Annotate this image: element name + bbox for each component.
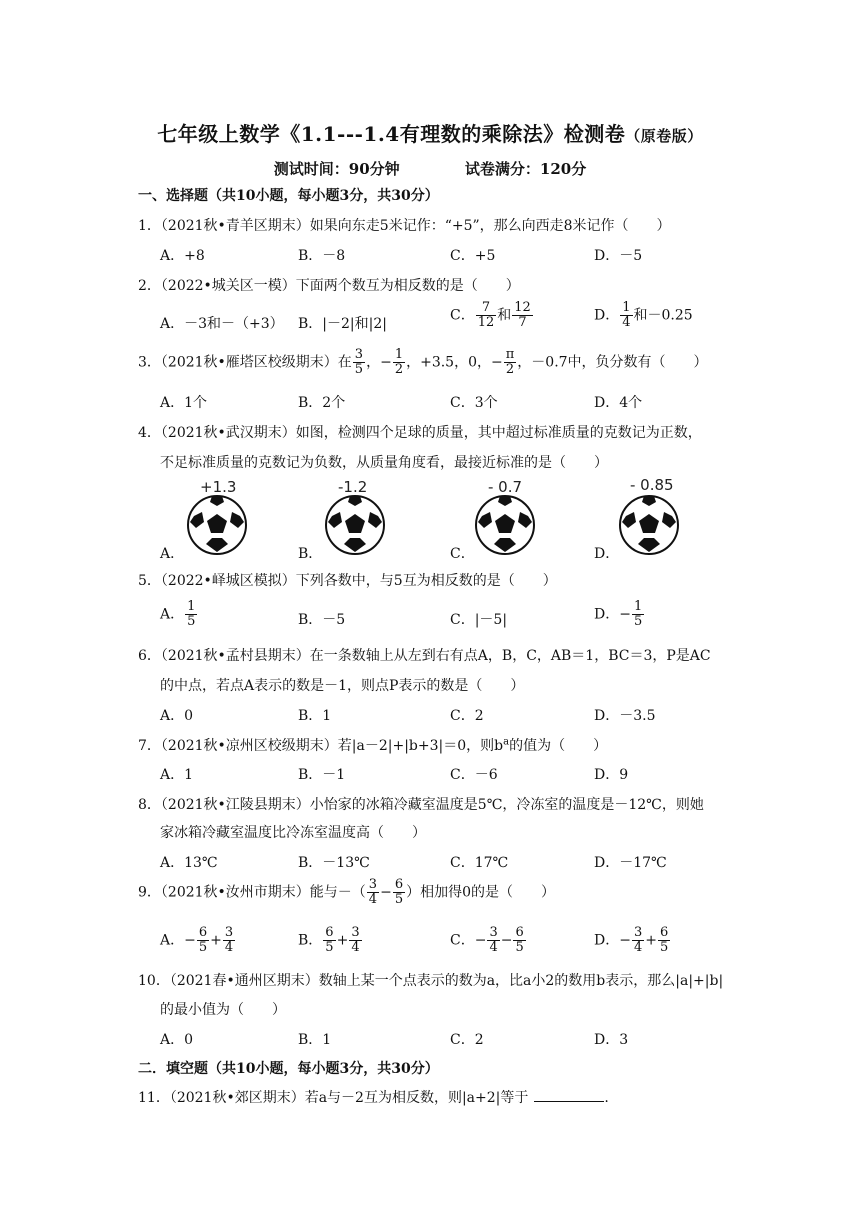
q7-option-d: D．9 bbox=[594, 767, 629, 783]
ball-b-label: -1.2 bbox=[338, 478, 368, 496]
q6-option-c: C．2 bbox=[450, 708, 484, 724]
q2-option-c: C． $\frac{7}{12}$ 和 $\frac{12}{7}$ bbox=[450, 300, 531, 330]
q9-option-d: D．− $\frac{3}{4}$ + $\frac{6}{5}$ bbox=[594, 925, 669, 955]
q10-option-c: C．2 bbox=[450, 1032, 484, 1048]
ball-c-label: - 0.7 bbox=[488, 478, 523, 496]
q10-option-b: B．1 bbox=[298, 1032, 332, 1048]
q5-option-a: A． $\frac{1}{5}$ bbox=[160, 599, 196, 629]
time-label: 测试时间：90分钟 bbox=[273, 160, 400, 178]
q4-option-b: B． bbox=[298, 546, 323, 562]
q9-option-c: C．− $\frac{3}{4}$ − $\frac{6}{5}$ bbox=[450, 925, 524, 955]
q1-option-a: A．+8 bbox=[160, 248, 205, 264]
score-label: 试卷满分：120分 bbox=[464, 160, 587, 178]
q2-option-a: A．－3和－（+3） bbox=[160, 316, 284, 332]
q4-option-a: A． bbox=[160, 546, 185, 562]
page-title bbox=[0, 118, 860, 147]
q5-option-b: B．－5 bbox=[298, 612, 346, 628]
soccer-ball-b-icon bbox=[324, 494, 386, 556]
q1-option-b: B．－8 bbox=[298, 248, 346, 264]
soccer-ball-d-icon bbox=[618, 494, 680, 556]
q2-stem: 2．（2022•城关区一模）下面两个数互为相反数的是（ ） bbox=[138, 278, 520, 294]
q5-option-d: D．− $\frac{1}{5}$ bbox=[594, 599, 643, 629]
ball-d-label: - 0.85 bbox=[630, 476, 674, 494]
exam-meta bbox=[0, 158, 860, 179]
q10-option-d: D．3 bbox=[594, 1032, 629, 1048]
q3-stem: 3．（2021秋•雁塔区校级期末）在 $\frac{3}{5}$ ，− $\frac{1}{2}$ ，+3.5，0，− $\frac{\pi}{2}$ ，－0.7中，负分数有（ ） bbox=[138, 347, 708, 377]
q6-option-a: A．0 bbox=[160, 708, 194, 724]
title-main: 七年级上数学《1.1---1.4有理数的乘除法》检测卷 bbox=[157, 122, 626, 146]
q2-option-b: B．|－2|和|2| bbox=[298, 316, 387, 332]
q4-option-c: C． bbox=[450, 546, 475, 562]
section-choice-heading: 一、选择题（共10小题，每小题3分，共30分） bbox=[138, 188, 439, 204]
q9-option-a: A．− $\frac{6}{5}$ + $\frac{3}{4}$ bbox=[160, 925, 234, 955]
soccer-ball-a-icon bbox=[186, 494, 248, 556]
q8-option-a: A．13℃ bbox=[160, 855, 218, 871]
q1-option-d: D．－5 bbox=[594, 248, 643, 264]
q2-option-d: D． $\frac{1}{4}$ 和－0.25 bbox=[594, 300, 693, 330]
q1-option-c: C．+5 bbox=[450, 248, 496, 264]
q6-stem-line2: 的中点，若点A表示的数是－1，则点P表示的数是（ ） bbox=[160, 678, 525, 694]
q10-stem-line1: 10．（2021春•通州区期末）数轴上某一个点表示的数为a，比a小2的数用b表示，那么|a|+|b| bbox=[138, 973, 724, 989]
q3-option-a: A．1个 bbox=[160, 395, 208, 411]
section-fill-heading: 二．填空题（共10小题，每小题3分，共30分） bbox=[138, 1061, 439, 1077]
q9-stem: 9．（2021秋•汝州市期末）能与－（ $\frac{3}{4}$ − $\frac{6}{5}$ ）相加得0的是（ ） bbox=[138, 877, 556, 907]
ball-a-label: +1.3 bbox=[200, 478, 237, 496]
q10-option-a: A．0 bbox=[160, 1032, 194, 1048]
q8-stem-line2: 家冰箱冷藏室温度比冷冻室温度高（ ） bbox=[160, 825, 426, 841]
q8-stem-line1: 8．（2021秋•江陵县期末）小怡家的冰箱冷藏室温度是5℃，冷冻室的温度是－12℃，则她 bbox=[138, 797, 704, 813]
q7-option-c: C．－6 bbox=[450, 767, 498, 783]
q10-stem-line2: 的最小值为（ ） bbox=[160, 1002, 286, 1018]
q8-option-b: B．－13℃ bbox=[298, 855, 370, 871]
q7-stem: 7．（2021秋•凉州区校级期末）若|a－2|+|b+3|＝0，则$b^a$的值为（ ） bbox=[138, 736, 608, 754]
q7-option-b: B．－1 bbox=[298, 767, 346, 783]
q6-option-d: D．－3.5 bbox=[594, 708, 656, 724]
q5-stem: 5．（2022•峄城区模拟）下列各数中，与5互为相反数的是（ ） bbox=[138, 573, 557, 589]
q11-answer-blank bbox=[534, 1101, 604, 1102]
q6-stem-line1: 6．（2021秋•孟村县期末）在一条数轴上从左到右有点A，B，C，AB＝1，BC＝3，P是AC bbox=[138, 648, 711, 664]
q3-option-c: C．3个 bbox=[450, 395, 498, 411]
title-suffix: （原卷版） bbox=[625, 127, 703, 145]
q7-option-a: A．1 bbox=[160, 767, 194, 783]
q8-option-c: C．17℃ bbox=[450, 855, 509, 871]
q3-option-b: B．2个 bbox=[298, 395, 346, 411]
soccer-ball-c-icon bbox=[474, 494, 536, 556]
q4-stem-line1: 4．（2021秋•武汉期末）如图，检测四个足球的质量，其中超过标准质量的克数记为正数， bbox=[138, 425, 702, 441]
q1-stem: 1．（2021秋•青羊区期末）如果向东走5米记作：“+5”，那么向西走8米记作（ ） bbox=[138, 218, 671, 234]
q5-option-c: C．|－5| bbox=[450, 612, 508, 628]
q4-stem-line2: 不足标准质量的克数记为负数，从质量角度看，最接近标准的是（ ） bbox=[160, 455, 608, 471]
q4-option-d: D． bbox=[594, 546, 620, 562]
q6-option-b: B．1 bbox=[298, 708, 332, 724]
q8-option-d: D．－17℃ bbox=[594, 855, 667, 871]
q9-option-b: B． $\frac{6}{5}$ + $\frac{3}{4}$ bbox=[298, 925, 360, 955]
q3-option-d: D．4个 bbox=[594, 395, 643, 411]
q11-stem: 11．（2021秋•郊区期末）若a与－2互为相反数，则|a+2|等于 . bbox=[138, 1090, 609, 1106]
